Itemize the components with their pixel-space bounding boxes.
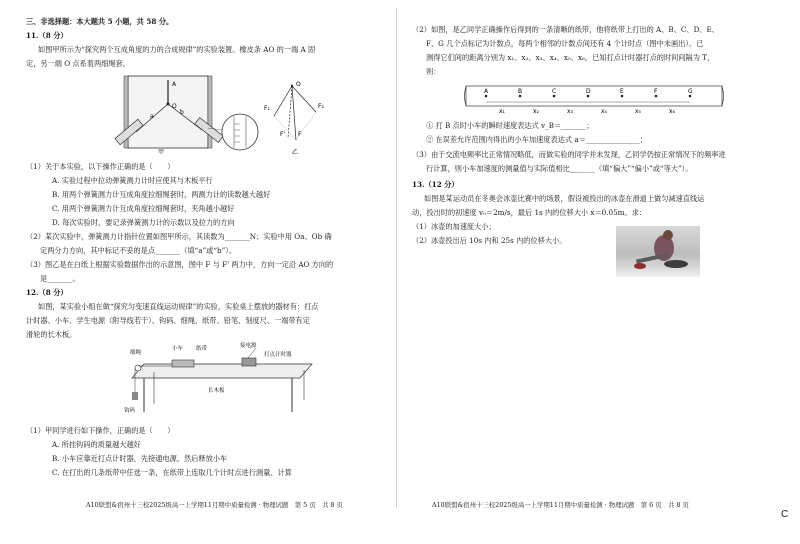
q12-intro-line-3: 滑轮的长木板。: [26, 330, 77, 339]
q12-sub2-intro-line-3: 测得它们间的距离分别为 x₁、x₂、x₃、x₄、x₅、x₆，已知打点计时器打点的时间间隔为 T，: [426, 53, 715, 62]
tape-segment-label: x₄: [601, 108, 607, 115]
q11-sub1-option-a: A. 实验过程中拉动弹簧测力计时应使其与木板平行: [52, 176, 213, 185]
timer-device: [242, 358, 256, 366]
tape-segment-label: x₁: [499, 108, 505, 115]
q12-sub1-option-b: B. 小车应靠近打点计时器，先接通电源，然后释放小车: [52, 454, 228, 463]
tape-point-D: [587, 95, 590, 98]
tape-point-C: [553, 95, 556, 98]
q12-sub1-option-c: C. 在打出的几条纸带中任选一条，在纸带上连取几个计时点进行测量、计算: [52, 468, 292, 477]
tape-segment-label: x₅: [635, 108, 641, 115]
left-page: [26, 0, 401, 544]
q11-sub1-option-c: C. 用两个弹簧测力计互成角度拉细绳套时，夹角越小越好: [52, 204, 235, 213]
q12-sub2-intro-line-1: （2）如图，是乙同学正确操作后得到的一条清晰的纸带，他将纸带上打出的 A、B、C、D、E、: [412, 25, 719, 34]
q11-intro-line-1: 如图甲所示为“探究两个互成角度的力的合成规律”的实验装置。橡皮条 AO 的一端 A 固: [38, 45, 316, 54]
q13-question-1: （1）冰壶的加速度大小；: [412, 222, 496, 231]
tape-point-label: D: [586, 88, 591, 95]
tape-point-A: [485, 95, 488, 98]
q12-intro-line-2: 计时器、小车、学生电源（附导线若干）、钩码、细绳、纸带、铅笔、刻度尺、一端带有定: [26, 316, 310, 325]
cart: [172, 360, 194, 367]
svg-text:小车: 小车: [172, 346, 184, 352]
q11-sub3-line-1: （3）图乙是在白纸上根据实验数据作出的示意图，图中 F 与 F' 两力中，方向一定沿 AO 方向的: [26, 260, 334, 269]
svg-text:A: A: [172, 81, 177, 88]
tape-point-label: E: [620, 88, 624, 95]
q12-sub2-item-2: ② 在误差允许范围内得出的小车加速度表达式 a＝_______________；: [426, 135, 647, 144]
q13-number: 13.（12 分）: [412, 180, 459, 189]
q11-sub1-option-d: D. 每次实验时，要记录弹簧测力计的示数以及拉力的方向: [52, 218, 235, 227]
tape-point-G: [689, 95, 692, 98]
svg-text:F₁: F₁: [264, 105, 270, 112]
svg-text:F₂: F₂: [318, 103, 324, 110]
svg-text:纸带: 纸带: [196, 346, 208, 352]
tape-point-B: [519, 95, 522, 98]
tape-point-label: C: [552, 88, 557, 95]
corner-mark: C: [781, 509, 789, 520]
q11-sub1-stem: （1）关于本实验，以下操作正确的是（ ）: [26, 162, 175, 171]
q11-intro-line-2: 定，另一端 O 点系着两细绳套。: [26, 59, 130, 68]
svg-text:接电源: 接电源: [240, 343, 257, 349]
q12-sub2-intro-line-2: F、G 几个点标记为计数点，每两个相邻的计数点间还有 4 个计时点（图中未画出）。已: [426, 39, 704, 48]
right-page-footer: A10联盟&宿州十三校2025级高一上学期11月期中质量检测 · 物理试题 第 6 页 共 8 页: [432, 501, 689, 509]
q11-sub3-line-2: 是_______。: [40, 274, 80, 283]
q13-intro-line-2: 动，投出时的初速度 v₀＝2m/s，最后 1s 内的位移大小 x＝0.05m。求：: [412, 208, 647, 217]
tape-point-label: G: [688, 88, 693, 95]
q12-sub1-option-a: A. 所挂钩码的质量越大越好: [52, 440, 141, 449]
q11-sub2-line-2: 定两分力方向，其中标记不妥的是点_______（填“a”或“b”）。: [40, 246, 237, 255]
svg-text:a: a: [150, 113, 154, 120]
q12-intro-line-1: 如图，某实验小组在做“探究匀变速直线运动规律”的实验，实验桌上摆放的器材有：打点: [38, 302, 319, 311]
q12-figure: [124, 342, 324, 418]
q11-figure: [110, 74, 344, 156]
tape-point-label: A: [484, 88, 489, 95]
q11-sub1-option-b: B. 用两个弹簧测力计互成角度拉细绳套时，两测力计的读数越大越好: [52, 190, 271, 199]
svg-text:O: O: [296, 81, 301, 88]
label-jia: 甲: [158, 149, 165, 156]
section-heading: 三、非选择题：本大题共 5 小题，共 58 分。: [26, 17, 174, 26]
q12-sub3-line-2: 行计算，则小车加速度的测量值与实际值相比_______（填“偏大”“偏小”或“等大”）。: [426, 164, 693, 173]
page-divider: [396, 8, 397, 508]
svg-text:F: F: [298, 131, 302, 138]
tape-segment-label: x₆: [669, 108, 675, 115]
tape-point-label: F: [654, 88, 658, 95]
svg-text:细绳: 细绳: [130, 350, 142, 356]
left-page-footer: A10联盟&宿州十三校2025级高一上学期11月期中质量检测 · 物理试题 第 5 页 共 8 页: [86, 501, 343, 509]
right-page: [412, 0, 787, 544]
scale-zoom-circle: [222, 114, 258, 150]
hook-weights: [132, 392, 138, 400]
svg-text:长木板: 长木板: [208, 388, 225, 394]
q13-intro-line-1: 如图是某运动员在冬奥会冰壶比赛中的场景，假设被投出的冰壶在滑道上做匀减速直线运: [424, 194, 705, 203]
label-yi: 乙: [292, 149, 299, 156]
svg-text:打点计时器: 打点计时器: [264, 352, 292, 358]
tape-point-F: [655, 95, 658, 98]
svg-text:钩码: 钩码: [124, 408, 136, 414]
q12-sub1-stem: （1）甲同学进行如下操作，正确的是（ ）: [26, 426, 175, 435]
q12-number: 12.（8 分）: [26, 288, 68, 297]
paper-tape: [464, 82, 724, 116]
q13-question-2: （2）冰壶投出后 10s 内和 25s 内的位移大小。: [412, 236, 567, 245]
svg-text:b: b: [180, 109, 184, 116]
tape-segment-label: x₂: [533, 108, 539, 115]
q12-sub3-line-1: （3）由于交流电频率比正常情况略低，而做实验的同学并未发现，乙同学仍按正常情况下的频率进: [412, 150, 726, 159]
curling-photo: [616, 226, 700, 277]
q11-number: 11.（8 分）: [26, 31, 68, 40]
tape-point-E: [621, 95, 624, 98]
svg-text:O: O: [172, 103, 177, 110]
q11-sub2-line-1: （2）某次实验中，弹簧测力计指针位置如图甲所示，其读数为_______N；实验中用 Oa、Ob 确: [26, 232, 332, 241]
svg-text:F': F': [280, 131, 286, 138]
q12-sub2-intro-line-4: 则：: [426, 67, 441, 76]
q12-sub2-item-1: ① 打 B 点时小车的瞬时速度表达式 v_B＝_______；: [426, 121, 594, 130]
tape-segment-label: x₃: [567, 108, 573, 115]
tape-point-label: B: [518, 88, 523, 95]
